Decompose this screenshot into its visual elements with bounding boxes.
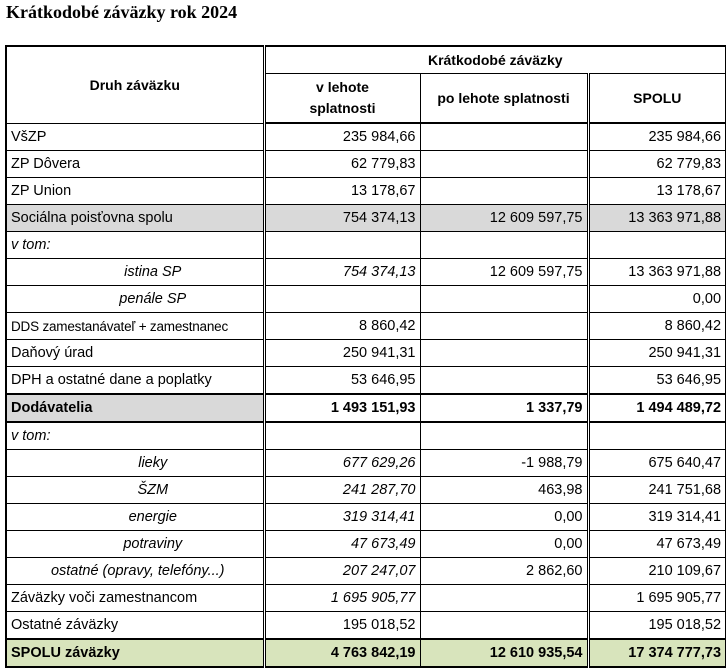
cell-total: 195 018,52 [588,612,726,640]
cell-total: 17 374 777,73 [588,639,726,667]
row-label: potraviny [6,531,264,558]
cell-overdue: 2 862,60 [420,558,588,585]
table-row [6,313,726,340]
liabilities-table [5,45,726,668]
header-col-within: v lehote splatnosti [264,74,420,124]
table-row [6,178,726,205]
cell-overdue: 463,98 [420,477,588,504]
page-title: Krátkodobé záväzky rok 2024 [6,2,238,22]
cell-within: 62 779,83 [264,151,420,178]
row-label: lieky [6,450,264,477]
row-label: ŠZM [6,477,264,504]
cell-overdue [420,612,588,640]
cell-within: 47 673,49 [264,531,420,558]
table-row [6,477,726,504]
cell-within: 319 314,41 [264,504,420,531]
row-label: SPOLU záväzky [6,639,264,667]
cell-within: 1 493 151,93 [264,394,420,422]
row-label: ZP Dôvera [6,151,264,178]
cell-total: 13 363 971,88 [588,205,726,232]
cell-total: 8 860,42 [588,313,726,340]
cell-within: 754 374,13 [264,259,420,286]
cell-total: 235 984,66 [588,123,726,151]
row-label: penále SP [6,286,264,313]
cell-overdue: 12 609 597,75 [420,259,588,286]
table-row [6,558,726,585]
cell-within: 235 984,66 [264,123,420,151]
cell-within: 4 763 842,19 [264,639,420,667]
cell-within: 8 860,42 [264,313,420,340]
row-label: energie [6,504,264,531]
header-row-1 [6,46,726,74]
cell-overdue [420,286,588,313]
row-label: ostatné (opravy, telefóny...) [6,558,264,585]
cell-within: 250 941,31 [264,340,420,367]
row-label: v tom: [6,232,264,259]
cell-within [264,232,420,259]
cell-total: 13 363 971,88 [588,259,726,286]
header-group: Krátkodobé záväzky [264,46,726,74]
table-row [6,367,726,395]
row-label: VšZP [6,123,264,151]
cell-within: 754 374,13 [264,205,420,232]
cell-total: 1 494 489,72 [588,394,726,422]
header-col-total: SPOLU [588,74,726,124]
cell-overdue [420,367,588,395]
cell-total: 241 751,68 [588,477,726,504]
cell-total: 62 779,83 [588,151,726,178]
cell-total: 53 646,95 [588,367,726,395]
cell-overdue: 0,00 [420,531,588,558]
cell-overdue [420,232,588,259]
cell-total: 210 109,67 [588,558,726,585]
row-label: DDS zamestanávateľ + zamestnanec [6,313,264,340]
cell-total [588,232,726,259]
row-label: v tom: [6,422,264,450]
cell-overdue: 1 337,79 [420,394,588,422]
cell-overdue: -1 988,79 [420,450,588,477]
table-row [6,286,726,313]
row-label: DPH a ostatné dane a poplatky [6,367,264,395]
cell-total: 1 695 905,77 [588,585,726,612]
cell-total: 675 640,47 [588,450,726,477]
cell-total: 0,00 [588,286,726,313]
table-row [6,531,726,558]
table-row [6,205,726,232]
row-label: Ostatné záväzky [6,612,264,640]
cell-within: 1 695 905,77 [264,585,420,612]
cell-total: 250 941,31 [588,340,726,367]
cell-overdue [420,123,588,151]
cell-overdue [420,313,588,340]
header-col-overdue: po lehote splatnosti [420,74,588,124]
table-row [6,422,726,450]
row-label: Záväzky voči zamestnancom [6,585,264,612]
cell-overdue: 12 610 935,54 [420,639,588,667]
row-label: Dodávatelia [6,394,264,422]
cell-total: 13 178,67 [588,178,726,205]
cell-overdue [420,422,588,450]
cell-total: 47 673,49 [588,531,726,558]
cell-overdue: 12 609 597,75 [420,205,588,232]
table-row [6,123,726,151]
cell-within: 13 178,67 [264,178,420,205]
table-row [6,450,726,477]
table-row [6,259,726,286]
table-row [6,639,726,667]
cell-overdue: 0,00 [420,504,588,531]
table-row [6,394,726,422]
cell-overdue [420,178,588,205]
cell-within [264,286,420,313]
cell-within: 677 629,26 [264,450,420,477]
table-row [6,232,726,259]
table-row [6,151,726,178]
table-row [6,612,726,640]
cell-within: 53 646,95 [264,367,420,395]
cell-total [588,422,726,450]
header-col-type: Druh záväzku [6,46,264,123]
cell-within [264,422,420,450]
row-label: Daňový úrad [6,340,264,367]
row-label: Sociálna poisťovna spolu [6,205,264,232]
cell-within: 207 247,07 [264,558,420,585]
cell-overdue [420,151,588,178]
row-label: istina SP [6,259,264,286]
row-label: ZP Union [6,178,264,205]
table-row [6,340,726,367]
cell-total: 319 314,41 [588,504,726,531]
cell-overdue [420,585,588,612]
table-row [6,504,726,531]
cell-within: 195 018,52 [264,612,420,640]
table-row [6,585,726,612]
cell-overdue [420,340,588,367]
cell-within: 241 287,70 [264,477,420,504]
